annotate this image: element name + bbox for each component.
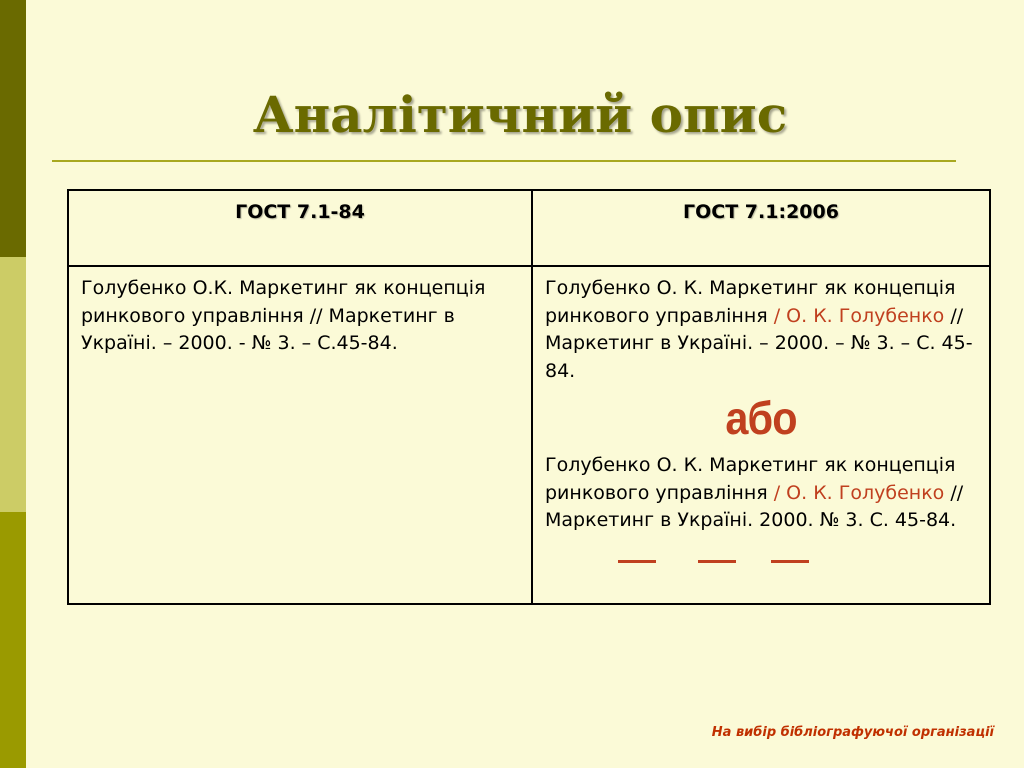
author-highlight: / О. К. Голубенко	[773, 304, 945, 327]
dash-mark	[771, 560, 809, 563]
or-label: або	[725, 392, 797, 444]
title-underline	[52, 160, 956, 162]
example-variant-1: Голубенко О. К. Маркетинг як концепція ринкового управління / О. К. Голубенко // Маркетинг в Україні. – 2000. – № 3. – С. 45-84.	[545, 277, 973, 382]
dash-mark	[618, 560, 656, 563]
table-row	[68, 266, 990, 604]
side-bar-middle	[0, 257, 26, 512]
side-bar-top	[0, 0, 26, 257]
cell-gost-2006-examples	[532, 266, 990, 604]
dash-mark	[698, 560, 736, 563]
author-highlight: / О. К. Голубенко	[773, 481, 945, 504]
cell-gost-84-example: Голубенко О.К. Маркетинг як концепція ринкового управління // Маркетинг в Україні. – 2000. - № 3. – С.45-84.	[68, 266, 532, 604]
side-bar-bottom	[0, 512, 26, 768]
header-gost-2006: ГОСТ 7.1:2006	[532, 190, 990, 266]
table-header-row	[68, 190, 990, 266]
slide-title: Аналітичний опис	[252, 85, 788, 144]
footer-note: На вибір бібліографуючої організації	[711, 725, 994, 740]
example-variant-2: Голубенко О. К. Маркетинг як концепція ринкового управління / О. К. Голубенко // Маркетинг в Україні. 2000. № 3. С. 45-84.	[545, 454, 964, 531]
header-gost-84: ГОСТ 7.1-84	[68, 190, 532, 266]
comparison-table	[67, 189, 991, 605]
